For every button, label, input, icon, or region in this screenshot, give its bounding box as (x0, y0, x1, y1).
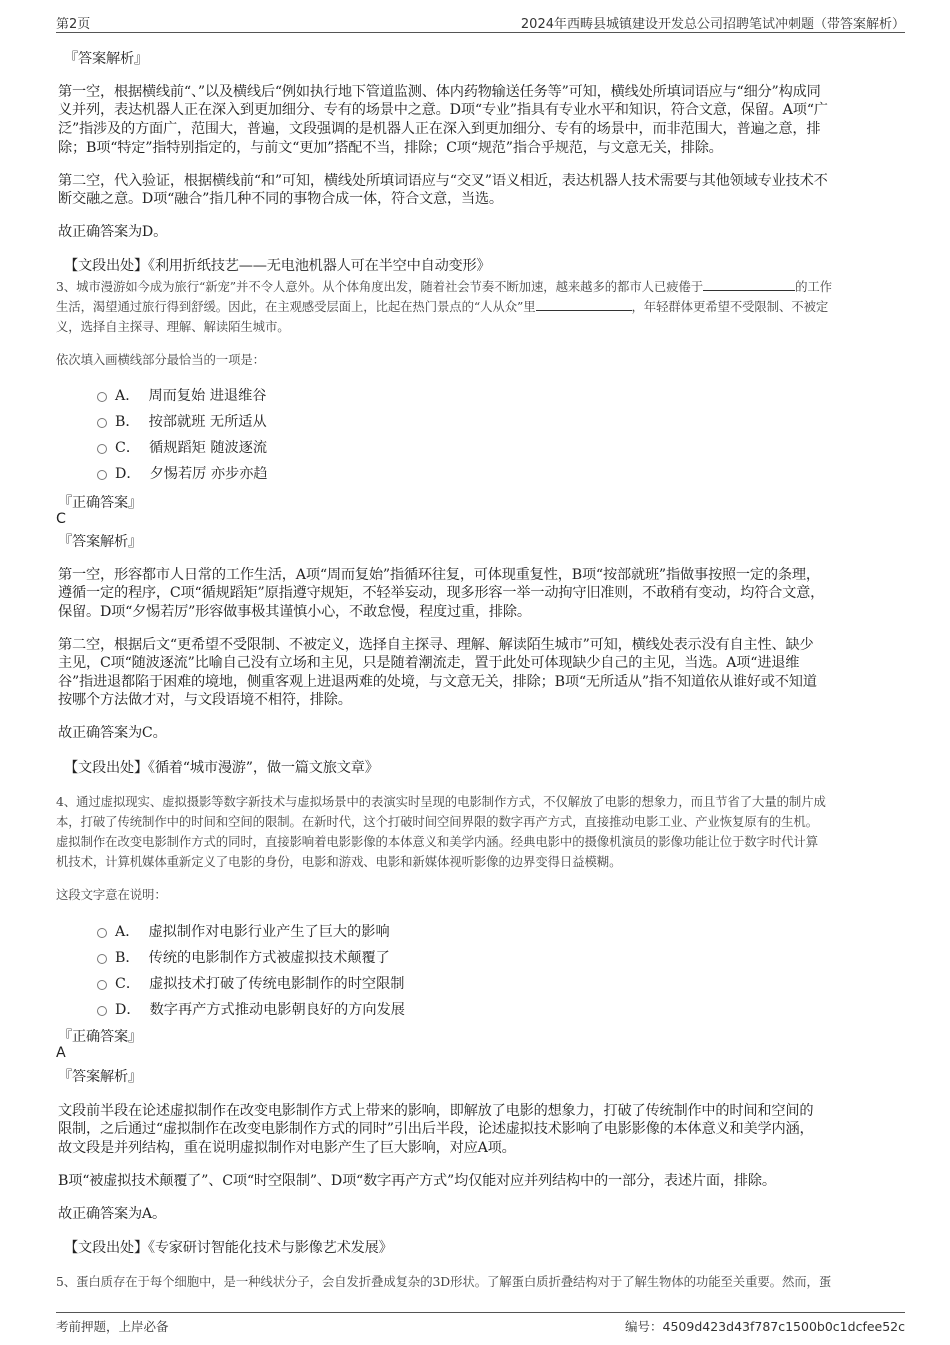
q2-source: 【文段出处】《利用折纸技艺——无电池机器人可在半空中自动变形》 (64, 258, 491, 274)
q4-correct-label: 『正确答案』 (58, 1029, 142, 1045)
q3-option-a-radio[interactable] (97, 392, 107, 402)
q3-option-c[interactable]: C． 循规蹈矩 随波逐流 (115, 440, 268, 456)
q3-option-d-radio[interactable] (97, 470, 107, 480)
blank-line (703, 278, 795, 291)
q3-p2-line: 第二空，根据后文“更希望不受限制、不被定义，选择自主探寻、理解、解读陌生城市”可知，横线处表示没有自主性、缺少 (58, 637, 814, 653)
q4-option-d[interactable]: D． 数字再产方式推动电影朝良好的方向发展 (115, 1002, 405, 1018)
blank-line (536, 298, 632, 311)
q3-stem-line: 3、城市漫游如今成为旅行“新宠”并不令人意外。从个体角度出发，随着社会节奏不断加速，越来越多的都市人已疲倦于 的工作 (56, 279, 832, 294)
q3-option-b-radio[interactable] (97, 418, 107, 428)
q4-correct-answer: A (56, 1045, 66, 1061)
q4-option-b[interactable]: B． 传统的电影制作方式被虚拟技术颠覆了 (115, 950, 390, 966)
q4-conclusion: 故正确答案为A。 (58, 1206, 166, 1222)
q2-p2-line: 第二空，代入验证，根据横线前“和”可知，横线处所填词语应与“交叉”语义相近，表达机器人技术需要与其他领域专业技术不 (58, 173, 828, 189)
q4-stem-line: 本，打破了传统制作中的时间和空间的限制。在新时代，这个打破时间空间界限的数字再产方式，直接推动电影工业、产业恢复原有的生机。 (56, 814, 819, 829)
q3-option-d[interactable]: D． 夕惕若厉 亦步亦趋 (115, 466, 268, 482)
q4-option-a-radio[interactable] (97, 928, 107, 938)
q3-option-b[interactable]: B． 按部就班 无所适从 (115, 414, 267, 430)
document-id: 编号：4509d423d43f787c1500b0c1dcfee52c (625, 1319, 905, 1334)
page-number: 第2页 (56, 17, 91, 32)
q5-stem-line: 5、蛋白质存在于每个细胞中，是一种线状分子，会自发折叠成复杂的3D形状。了解蛋白质折叠结构对于了解生物体的功能至关重要。然而，蛋 (56, 1274, 832, 1289)
q4-p1-line: 故文段是并列结构，重在说明虚拟制作对电影产生了巨大影响，对应A项。 (58, 1140, 516, 1156)
q3-p2-line: 主见，C项“随波逐流”比喻自己没有立场和主见，只是随着潮流走，置于此处可体现缺少自己的主见，当选。A项“进退维 (58, 655, 800, 671)
q4-analysis-label: 『答案解析』 (58, 1069, 142, 1085)
q3-option-a[interactable]: A． 周而复始 进退维谷 (115, 388, 267, 404)
q3-p1-line: 遵循一定的程序，C项“循规蹈矩”原指遵守规矩，不轻举妄动，现多形容一举一动拘守旧准则，不敢稍有变动，均符合文意， (58, 585, 825, 601)
q2-analysis-label: 『答案解析』 (64, 51, 148, 67)
q2-p2-line: 断交融之意。D项“融合”指几种不同的事物合成一体，符合文意，当选。 (58, 191, 503, 207)
q3-option-c-radio[interactable] (97, 444, 107, 454)
q3-stem-line: 义，选择自主探寻、理解、解读陌生城市。 (56, 319, 290, 334)
q3-p2-line: 按哪个方法做才对，与文段语境不相符，排除。 (58, 692, 352, 708)
footer-slogan: 考前押题，上岸必备 (56, 1319, 169, 1334)
q3-stem-line: 生活，渴望通过旅行得到舒缓。因此，在主观感受层面上，比起在热门景点的“人从众”里 ，年轻群体更希望不受限制、不被定 (56, 299, 829, 314)
page-header (56, 10, 905, 33)
q4-prompt: 这段文字意在说明： (56, 887, 167, 902)
q3-correct-label: 『正确答案』 (58, 495, 142, 511)
q4-option-b-radio[interactable] (97, 954, 107, 964)
q4-p2-line: B项“被虚拟技术颠覆了”、C项“时空限制”、D项“数字再产方式”均仅能对应并列结构中的一部分，表述片面，排除。 (58, 1173, 776, 1189)
q4-option-c-radio[interactable] (97, 980, 107, 990)
q4-option-d-radio[interactable] (97, 1006, 107, 1016)
q4-option-a[interactable]: A． 虚拟制作对电影行业产生了巨大的影响 (115, 924, 390, 940)
q2-p1-line: 泛”指涉及的方面广，范围大，普遍，文段强调的是机器人正在深入到更加细分、专有的场景中，而非范围大，普遍之意，排 (58, 121, 821, 137)
q4-source: 【文段出处】《专家研讨智能化技术与影像艺术发展》 (64, 1240, 393, 1256)
q2-p1-line: 除；B项“特定”指特别指定的，与前文“更加”搭配不当，排除；C项“规范”指合乎规范，与文意无关，排除。 (58, 140, 723, 156)
q4-stem-line: 虚拟制作在改变电影制作方式的同时，直接影响着电影影像的本体意义和美学内涵。经典电影中的摄像机演员的影像功能让位于数字时代计算 (56, 834, 819, 849)
q3-p1-line: 第一空，形容都市人日常的工作生活，A项“周而复始”指循环往复，可体现重复性，B项“按部就班”指做事按照一定的条理， (58, 567, 820, 583)
q4-stem-line: 机技术，计算机媒体重新定义了电影的身份，电影和游戏、电影和新媒体视听影像的边界变得日益模糊。 (56, 854, 622, 869)
q3-source: 【文段出处】《循着“城市漫游”，做一篇文旅文章》 (64, 760, 379, 776)
q4-p1-line: 限制，之后通过“虚拟制作在改变电影制作方式的同时”引出后半段，论述虚拟技术影响了电影影像的本体意义和美学内涵， (58, 1121, 814, 1137)
q4-p1-line: 文段前半段在论述虚拟制作在改变电影制作方式上带来的影响，即解放了电影的想象力，打破了传统制作中的时间和空间的 (58, 1103, 814, 1119)
q2-p1-line: 义并列，表达机器人正在深入到更加细分、专有的场景中之意。D项“专业”指具有专业水平和知识，符合文意，保留。A项“广 (58, 102, 828, 118)
q4-stem-line: 4、通过虚拟现实、虚拟摄影等数字新技术与虚拟场景中的表演实时呈现的电影制作方式，不仅解放了电影的想象力，而且节省了大量的制片成 (56, 794, 826, 809)
q3-p2-line: 谷”指进退都陷于困难的境地，侧重客观上进退两难的处境，与文意无关，排除；B项“无所适从”指不知道依从谁好或不知道 (58, 674, 817, 690)
q4-option-c[interactable]: C． 虚拟技术打破了传统电影制作的时空限制 (115, 976, 405, 992)
q3-p1-line: 保留。D项“夕惕若厉”形容做事极其谨慎小心，不敢怠慢，程度过重，排除。 (58, 604, 531, 620)
q3-analysis-label: 『答案解析』 (58, 534, 142, 550)
q3-conclusion: 故正确答案为C。 (58, 725, 167, 741)
q3-prompt: 依次填入画横线部分最恰当的一项是： (56, 352, 265, 367)
q3-correct-answer: C (56, 511, 66, 527)
q2-p1-line: 第一空，根据横线前“、”以及横线后“例如执行地下管道监测、体内药物输送任务等”可知，横线处所填词语应与“细分”构成同 (58, 84, 821, 100)
document-title: 2024年西畴县城镇建设开发总公司招聘笔试冲刺题（带答案解析） (520, 17, 905, 32)
q2-conclusion: 故正确答案为D。 (58, 224, 168, 240)
page-footer (56, 1312, 905, 1335)
